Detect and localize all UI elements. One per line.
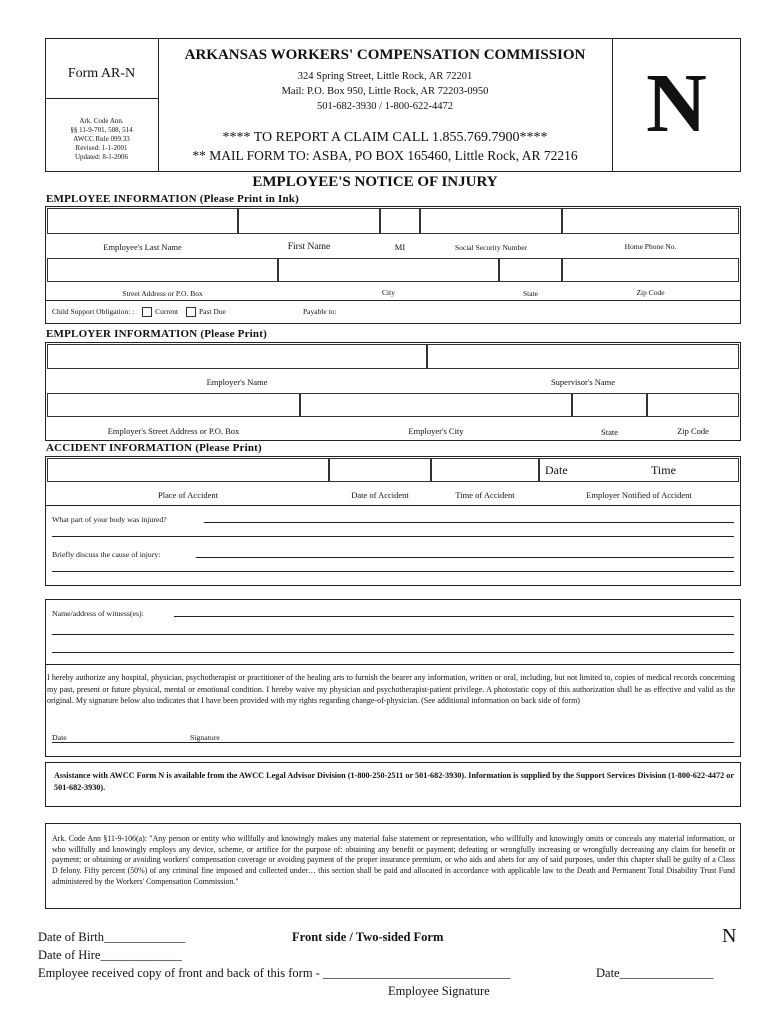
employer-notified-label: Employer Notified of Accident [586, 490, 692, 500]
date-of-accident-label: Date of Accident [351, 490, 409, 500]
place-of-accident-field[interactable] [47, 458, 329, 482]
employee-first-name-label: First Name [287, 242, 331, 252]
place-of-accident-label: Place of Accident [158, 490, 218, 500]
notified-date-header: Date [545, 463, 568, 477]
employer-street-label: Employer's Street Address or P.O. Box [107, 426, 240, 436]
statute-text: Ark. Code Ann §11-9-106(a): "Any person or entity who willfully and knowingly makes any material false statement or representation, who willfully and knowingly omits or conceals any material information, or who willfully and knowingly employs any device, scheme, or artifice for the purpose of: obtaining any benefit or payment; defeating or wrongfully increasing or wrongfully decreasing any claim for benefit or payment; or obtaining or avoiding workers' compensation coverage or avoiding payment of the proper insurance premium, or who aids and abets for any of said purposes, under this chapter shall be guilty of a Class D felony. Fifty percent (50%) of any criminal fine imposed and collected under… this section shall be paid and allocated in accordance with applicable law to the Death and Permanent Total Disability Trust Fund administered by the Workers' Compensation Commission." [52, 834, 735, 886]
current-checkbox[interactable] [142, 307, 152, 317]
agency-mail-address: Mail: P.O. Box 950, Little Rock, AR 72203-0950 [281, 86, 489, 97]
employer-name-field[interactable] [47, 344, 427, 369]
employee-zip-field[interactable] [562, 258, 739, 282]
form-letter-n: N [646, 57, 707, 150]
claim-phone-line: **** TO REPORT A CLAIM CALL 1.855.769.7900**** [222, 130, 548, 145]
supervisor-name-label: Supervisor's Name [550, 377, 616, 387]
cause-label: Briefly discuss the cause of injury: [52, 550, 161, 559]
cause-line-1[interactable] [196, 557, 734, 558]
body-part-line-1[interactable] [204, 522, 734, 523]
employee-state-label: State [523, 289, 538, 298]
accident-section-title: ACCIDENT INFORMATION (Please Print) [46, 442, 262, 454]
assistance-text: Assistance with AWCC Form N is available from the AWCC Legal Advisor Division (1-800-250-2511 or 501-682-3930). Information is supplied by the Support Services Division (1-800-622-4472 or 501-682-3930). [54, 771, 734, 792]
employee-mi-field[interactable] [380, 208, 420, 234]
front-side-label: Front side / Two-sided Form [292, 930, 444, 944]
body-part-label: What part of your body was injured? [52, 515, 167, 524]
footer-letter-n: N [722, 925, 737, 947]
employer-city-label: Employer's City [408, 426, 464, 436]
employer-state-label: State [601, 427, 618, 437]
date-of-hire-field[interactable]: Date of Hire_____________ [38, 948, 182, 962]
employer-notified-field[interactable] [539, 458, 739, 482]
witness-line-1[interactable] [174, 616, 734, 617]
employer-city-field[interactable] [300, 393, 572, 417]
current-label: Current [155, 307, 179, 316]
mail-form-line: ** MAIL FORM TO: ASBA, PO BOX 165460, Little Rock, AR 72216 [192, 148, 578, 163]
employee-first-name-field[interactable] [238, 208, 380, 234]
child-support-divider [45, 300, 741, 301]
accident-divider [45, 505, 741, 506]
code-line: Revised: 1-1-2001 [75, 144, 128, 152]
notified-time-header: Time [651, 463, 676, 477]
employer-name-label: Employer's Name [206, 377, 268, 387]
agency-address: 324 Spring Street, Little Rock, AR 72201 [297, 71, 473, 82]
employee-city-field[interactable] [278, 258, 499, 282]
form-title: EMPLOYEE'S NOTICE OF INJURY [252, 174, 498, 190]
employee-signature-label: Employee Signature [388, 984, 490, 998]
agency-name: ARKANSAS WORKERS' COMPENSATION COMMISSION [184, 47, 586, 63]
statute-codes [45, 117, 158, 162]
code-line: Ark. Code Ann. [79, 117, 124, 125]
employee-city-label: City [382, 288, 395, 297]
employee-section-title: EMPLOYEE INFORMATION (Please Print in Ink) [46, 193, 299, 205]
child-support-label: Child Support Obligation: : [52, 307, 135, 316]
supervisor-name-field[interactable] [427, 344, 739, 369]
employee-last-name-field[interactable] [47, 208, 238, 234]
time-of-accident-label: Time of Accident [455, 490, 515, 500]
received-date-field[interactable]: Date_______________ [596, 966, 714, 980]
authorization-signature-line[interactable] [52, 742, 734, 743]
employee-state-field[interactable] [499, 258, 562, 282]
witness-line-2[interactable] [52, 634, 734, 635]
body-part-line-2[interactable] [52, 536, 734, 537]
past-due-label: Past Due [198, 307, 226, 316]
agency-phones: 501-682-3930 / 1-800-622-4472 [317, 101, 453, 112]
code-line: Updated: 8-1-2006 [74, 153, 129, 161]
authorization-signature-label: Signature [190, 733, 220, 742]
employee-street-field[interactable] [47, 258, 278, 282]
child-support-row [52, 307, 226, 317]
cause-line-2[interactable] [52, 571, 734, 572]
code-line: AWCC Rule 099.33 [73, 135, 130, 143]
employee-street-label: Street Address or P.O. Box [122, 289, 203, 298]
employer-zip-field[interactable] [647, 393, 739, 417]
header-left-divider [158, 38, 159, 172]
date-of-birth-field[interactable]: Date of Birth_____________ [38, 930, 186, 944]
date-of-accident-field[interactable] [329, 458, 431, 482]
witness-line-3[interactable] [52, 652, 734, 653]
witness-label: Name/address of witness(es): [52, 609, 144, 618]
employee-zip-label: Zip Code [636, 288, 665, 297]
authorization-date-label: Date [52, 733, 67, 742]
employee-ssn-field[interactable] [420, 208, 562, 234]
employee-mi-label: MI [394, 242, 406, 252]
employee-home-phone-label: Home Phone No. [624, 242, 677, 251]
code-line: §§ 11-9-701, 508, 514 [70, 126, 133, 134]
form-id-divider [45, 98, 158, 99]
form-id: Form AR-N [67, 66, 136, 81]
authorization-divider [45, 664, 741, 665]
received-copy-signature-field[interactable]: Employee received copy of front and back of this form - ______________________________ [38, 966, 511, 980]
authorization-text: I hereby authorize any hospital, physician, psychotherapist or practitioner of the healing arts to furnish the bearer any information, written or oral, including, but not limited to, copies of medical records concerning my past, present or future physical, mental or emotional condition. I hereby waive my physician and psychotherapist-patient privilege. A photostatic copy of this authorization shall be as effective and valid as the original. My signature below also indicates that I have been provided with my rights regarding change-of-physician. (See additional information on back side of form) [47, 673, 735, 705]
employee-last-name-label: Employee's Last Name [103, 242, 182, 252]
past-due-checkbox[interactable] [186, 307, 196, 317]
employer-state-field[interactable] [572, 393, 647, 417]
employee-ssn-label: Social Security Number [454, 243, 528, 252]
employee-home-phone-field[interactable] [562, 208, 739, 234]
employer-zip-label: Zip Code [677, 426, 709, 436]
time-of-accident-field[interactable] [431, 458, 539, 482]
employer-street-field[interactable] [47, 393, 300, 417]
employer-section-title: EMPLOYER INFORMATION (Please Print) [46, 328, 267, 340]
payable-to-label: Payable to: [303, 307, 337, 316]
